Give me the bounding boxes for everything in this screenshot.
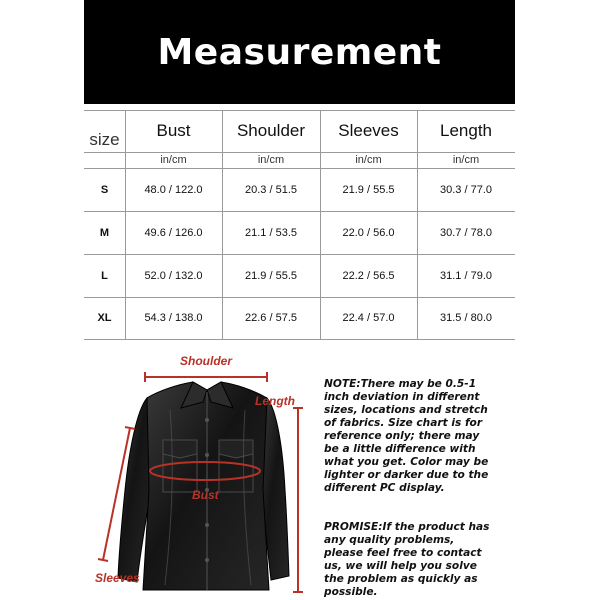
- length-measure-line: [293, 408, 303, 592]
- table-cell: 54.3 / 138.0: [144, 312, 203, 324]
- shoulder-measure-line: [145, 372, 267, 382]
- table-cell: 21.9 / 55.5: [342, 183, 395, 196]
- table-border-bottom: [84, 339, 515, 340]
- note-text: NOTE:There may be 0.5-1 inch deviation in different sizes, locations and stretch of fabrics. Size chart is for reference only; there may be a little difference with what you get. Color may be lighter or darker due to the different PC display.: [324, 378, 489, 494]
- table-cell: 48.0 / 122.0: [144, 183, 203, 196]
- leather-jacket-image: [118, 382, 289, 590]
- table-cell: 30.7 / 78.0: [440, 226, 492, 239]
- unit-label: in/cm: [452, 154, 480, 166]
- table-cell: 52.0 / 132.0: [144, 269, 203, 282]
- column-header-bust: Bust: [156, 121, 191, 140]
- size-column-header: size: [89, 130, 120, 149]
- title-banner: [84, 0, 515, 104]
- table-cell: 22.0 / 56.0: [342, 226, 395, 239]
- column-header-sleeves: Sleeves: [338, 121, 399, 140]
- table-cell: 31.1 / 79.0: [440, 269, 492, 282]
- row-size-m: M: [99, 226, 110, 239]
- table-cell: 22.4 / 57.0: [342, 312, 395, 324]
- unit-label: in/cm: [160, 154, 187, 166]
- table-cell: 49.6 / 126.0: [144, 226, 203, 239]
- table-cell: 20.3 / 51.5: [245, 183, 297, 196]
- unit-label: in/cm: [257, 154, 285, 166]
- bust-label: Bust: [192, 488, 219, 502]
- table-cell: 31.5 / 80.0: [440, 312, 492, 324]
- row-size-s: S: [100, 183, 109, 196]
- column-header-shoulder: Shoulder: [236, 121, 306, 140]
- table-cell: 30.3 / 77.0: [440, 183, 492, 196]
- length-label: Length: [255, 394, 295, 408]
- table-cell: 22.2 / 56.5: [342, 269, 395, 282]
- row-size-xl: XL: [97, 312, 112, 324]
- banner-title: Measurement: [157, 31, 442, 73]
- jacket-diagram: [85, 350, 320, 600]
- table-cell: 22.6 / 57.5: [245, 312, 297, 324]
- unit-label: in/cm: [355, 154, 382, 166]
- row-size-l: L: [101, 269, 108, 282]
- promise-text: PROMISE:If the product has any quality problems, please feel free to contact us, we will help you solve the problem as quickly as possible.: [324, 521, 490, 598]
- column-header-length: Length: [440, 121, 492, 140]
- table-cell: 21.1 / 53.5: [245, 226, 297, 239]
- sleeves-label: Sleeves: [95, 571, 140, 585]
- table-cell: 21.9 / 55.5: [245, 269, 297, 282]
- shoulder-label: Shoulder: [180, 354, 233, 368]
